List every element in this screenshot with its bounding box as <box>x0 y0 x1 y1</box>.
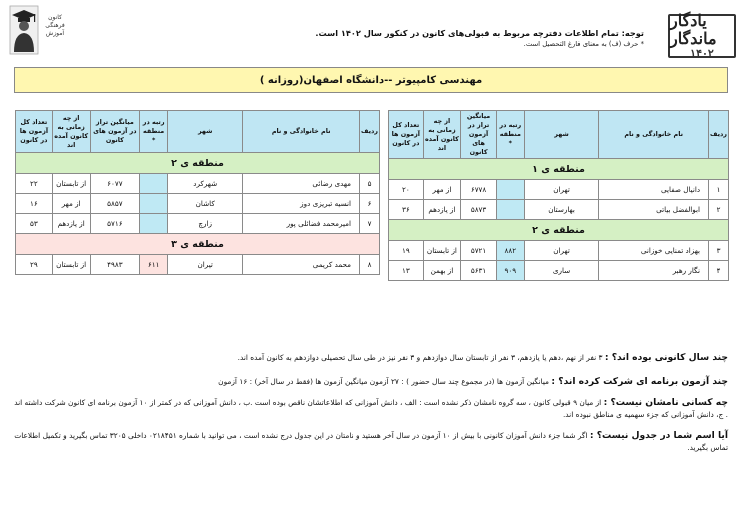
cell-count: ۱۳ <box>389 261 424 281</box>
notice-sub: * حرف (ف) به معنای فارغ التحصیل است. <box>523 40 644 48</box>
table-row <box>16 194 380 214</box>
table-row <box>16 174 380 194</box>
cell-since: از بهمن <box>423 261 461 281</box>
faq-answer: میانگین آزمون ها (در مجموع چند سال حضور ) : ۲۷ آزمون میانگین آزمون ها (فقط در سال آخر) : ۱۶ آزمون <box>218 377 550 386</box>
cell-no: ۷ <box>360 214 380 234</box>
cell-avg: ۵۶۳۱ <box>461 261 497 281</box>
cell-rank <box>140 174 168 194</box>
cell-since: از تابستان <box>423 241 461 261</box>
cell-rank: ۶۱۱ <box>140 255 168 275</box>
faq-question: چند سال کانونی بوده اند؟ : <box>604 352 728 363</box>
faq-question: چه کسانی نامشان نیست؟ : <box>603 397 728 408</box>
cell-count: ۲۲ <box>16 174 53 194</box>
cell-no: ۵ <box>360 174 380 194</box>
cell-rank <box>496 180 524 200</box>
results-table-right <box>388 110 729 281</box>
table-row <box>389 200 729 220</box>
brand-logo <box>668 11 736 60</box>
cell-city: تیران <box>168 255 243 275</box>
col-count: تعداد کل آزمون ها در کانون <box>16 111 53 153</box>
table-header-row <box>389 111 729 159</box>
faq-question: چند آزمون برنامه ای شرکت کرده اند؟ : <box>551 376 728 387</box>
col-since: از چه زمانی به کانون آمده اند <box>52 111 90 153</box>
faq-question: آیا اسم شما در جدول نیست؟ : <box>589 430 728 441</box>
cell-city: ساری <box>524 261 599 281</box>
faq-answer: از میان ۹ قبولی کانون ، سه گروه نامشان ذکر نشده است : الف ، دانش آموزانی که اطلاعاتشان ناقص بوده است .ب ، دانش آموزانی که در کمتر از ۱۰ آزمون برنامه ای کانون شرکت داشته اند . ج، دانش آموزانی که جزء سهمیه ی مناطق نبوده اند. <box>14 398 728 419</box>
col-rank-no: ردیف <box>709 111 729 159</box>
kanoon-logo <box>8 4 66 56</box>
table-row <box>389 180 729 200</box>
region-row <box>389 220 729 241</box>
results-table-left <box>15 110 380 275</box>
cell-count: ۳۶ <box>389 200 424 220</box>
cell-since: از یازدهم <box>423 200 461 220</box>
cell-avg: ۶۷۷۸ <box>461 180 497 200</box>
col-region-rank: رتبه در منطقه * <box>140 111 168 153</box>
table-row <box>16 255 380 275</box>
region-label: منطقه ی ۱ <box>389 159 729 180</box>
cell-name: مهدی رضائی <box>243 174 360 194</box>
faq-missing <box>14 397 728 421</box>
cell-no: ۳ <box>709 241 729 261</box>
page-title: مهندسی کامپیوتر --دانشگاه اصفهان(روزانه ) <box>14 67 728 93</box>
page-header <box>0 0 744 62</box>
cell-city: زارچ <box>168 214 243 234</box>
faq-years <box>14 352 728 364</box>
cell-no: ۱ <box>709 180 729 200</box>
cell-avg: ۶۰۷۷ <box>90 174 140 194</box>
cell-rank: ۹۰۹ <box>496 261 524 281</box>
table-row <box>389 241 729 261</box>
col-avg-level: میانگین تراز در آزمون های کانون <box>90 111 140 153</box>
cell-no: ۲ <box>709 200 729 220</box>
col-name: نام خانوادگی و نام <box>599 111 709 159</box>
cell-since: از مهر <box>52 194 90 214</box>
cell-avg: ۴۹۸۳ <box>90 255 140 275</box>
col-since: از چه زمانی به کانون آمده اند <box>423 111 461 159</box>
cell-count: ۲۰ <box>389 180 424 200</box>
table-row <box>389 261 729 281</box>
faq-answer: اگر شما جزء دانش آموزان کانونی با بیش از ۱۰ آزمون در سال آخر هستید و نامتان در این جدول درج نشده است ، می توانید با شماره ۰۲۱۸۴۵۱ داخلی ۳۲۰۵ تماس بگیرید و تکمیل اطلاعات تماس بگیرید. <box>14 431 728 452</box>
cell-name: ابوالفضل بیاتی <box>599 200 709 220</box>
cell-since: از تابستان <box>52 174 90 194</box>
cell-name: دانیال صفایی <box>599 180 709 200</box>
cell-city: شهرکرد <box>168 174 243 194</box>
col-region-rank: رتبه در منطقه * <box>496 111 524 159</box>
col-avg-level: میانگین تراز در آزمون های کانون <box>461 111 497 159</box>
faq-not-listed <box>14 430 728 454</box>
cell-city: تهران <box>524 241 599 261</box>
cell-avg: ۵۷۱۶ <box>90 214 140 234</box>
cell-name: بهزاد تمنایی خوزانی <box>599 241 709 261</box>
region-row <box>16 153 380 174</box>
cell-count: ۱۹ <box>389 241 424 261</box>
faq-exams <box>14 376 728 388</box>
cell-rank <box>140 214 168 234</box>
cell-rank <box>140 194 168 214</box>
notice-main: توجه: تمام اطلاعات دفترچه مربوط به قبولی‌های کانون در کنکور سال ۱۴۰۲ است. <box>315 28 644 38</box>
col-city: شهر <box>524 111 599 159</box>
cell-rank <box>496 200 524 220</box>
cell-city: تهران <box>524 180 599 200</box>
cell-avg: ۵۷۲۱ <box>461 241 497 261</box>
region-label: منطقه ی ۲ <box>389 220 729 241</box>
cell-city: کاشان <box>168 194 243 214</box>
col-rank-no: ردیف <box>360 111 380 153</box>
cell-count: ۱۶ <box>16 194 53 214</box>
logo-text: کانون فرهنگی آموزش <box>45 14 65 37</box>
cell-count: ۲۹ <box>16 255 53 275</box>
cell-since: از تابستان <box>52 255 90 275</box>
cell-name: امیرمحمد فضائلی پور <box>243 214 360 234</box>
cell-no: ۴ <box>709 261 729 281</box>
region-row <box>16 234 380 255</box>
faq-answer: ۳ نفر از نهم ،دهم یا یازدهم، ۳ نفر از تابستان سال دوازدهم و ۳ نفر نیز در طی سال تحصیلی دوازدهم به کانون آمده اند. <box>237 353 603 362</box>
table-row <box>16 214 380 234</box>
cell-no: ۶ <box>360 194 380 214</box>
cell-name: انسیه تبریزی دوز <box>243 194 360 214</box>
brand-name: یادگار ماندگار <box>670 11 717 48</box>
region-label: منطقه ی ۳ <box>16 234 380 255</box>
region-label: منطقه ی ۲ <box>16 153 380 174</box>
col-city: شهر <box>168 111 243 153</box>
cell-name: نگار رهبر <box>599 261 709 281</box>
cell-no: ۸ <box>360 255 380 275</box>
col-name: نام خانوادگی و نام <box>243 111 360 153</box>
cell-name: محمد کریمی <box>243 255 360 275</box>
cell-since: از یازدهم <box>52 214 90 234</box>
table-header-row <box>16 111 380 153</box>
cell-since: از مهر <box>423 180 461 200</box>
cell-avg: ۵۸۷۳ <box>461 200 497 220</box>
cell-rank: ۸۸۲ <box>496 241 524 261</box>
brand-year: ۱۴۰۲ <box>690 47 714 60</box>
cell-count: ۵۳ <box>16 214 53 234</box>
region-row <box>389 159 729 180</box>
cell-city: بهارستان <box>524 200 599 220</box>
col-count: تعداد کل آزمون ها در کانون <box>389 111 424 159</box>
cell-avg: ۵۸۵۷ <box>90 194 140 214</box>
